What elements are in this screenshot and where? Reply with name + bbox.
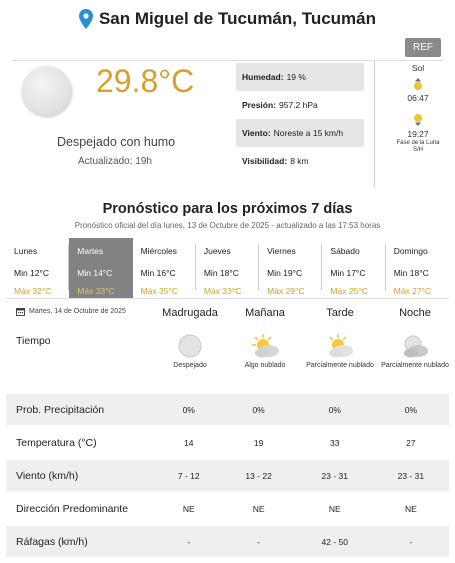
- ref-button[interactable]: REF: [405, 38, 441, 57]
- current-temperature: 29.8°C: [96, 63, 195, 99]
- row-label: Temperatura (°C): [6, 426, 157, 459]
- divider: [374, 61, 375, 187]
- partly-cloudy-sun-icon: [325, 333, 355, 359]
- sunrise-time: 06:47: [407, 93, 429, 103]
- calendar-icon: [16, 307, 25, 316]
- table-row: [6, 459, 449, 492]
- sunrise-icon: [410, 77, 426, 91]
- table-row: [6, 525, 449, 558]
- day-tab-lunes[interactable]: Lunes Min 12°C Máx 32°C: [6, 238, 69, 298]
- partly-cloudy-sun-icon: [250, 333, 280, 359]
- day-tabs: [6, 238, 449, 299]
- table-cell: 23 - 31: [373, 459, 449, 492]
- table-cell: 33: [297, 426, 373, 459]
- day-tab-domingo[interactable]: Domingo Min 18°C Máx 27°C: [393, 246, 432, 296]
- table-cell: 7 - 12: [157, 459, 221, 492]
- table-row: [6, 492, 449, 525]
- weather-madrugada: Despejado: [152, 333, 228, 370]
- table-cell: -: [373, 525, 449, 558]
- tiempo-label: Tiempo: [16, 335, 51, 347]
- current-condition: Despejado con humo: [57, 135, 176, 149]
- table-cell: 0%: [373, 394, 449, 426]
- period-header-noche: Noche: [399, 307, 431, 319]
- table-cell: 23 - 31: [297, 459, 373, 492]
- table-cell: NE: [221, 492, 297, 525]
- detail-date: Martes, 14 de Octubre de 2025: [16, 307, 126, 316]
- day-tab-viernes[interactable]: Viernes Min 19°C Máx 29°C: [259, 238, 322, 298]
- row-label: Viento (km/h): [6, 459, 157, 492]
- day-tab-martes[interactable]: Martes Min 14°C Máx 33°C: [69, 238, 132, 298]
- table-cell: NE: [373, 492, 449, 525]
- sunset-time: 19:27: [407, 129, 429, 139]
- sun-panel: [390, 61, 446, 153]
- table-cell: NE: [157, 492, 221, 525]
- stat-visibility: Visibilidad: 8 km: [242, 156, 309, 166]
- stat-pressure: Presión: 957.2 hPa: [242, 100, 318, 110]
- table-row: [6, 426, 449, 459]
- period-header-tarde: Tarde: [326, 307, 354, 319]
- row-label: Prob. Precipitación: [6, 394, 157, 426]
- location-pin-icon: [79, 9, 93, 29]
- partly-cloudy-night-icon: [400, 333, 430, 359]
- table-cell: 0%: [297, 394, 373, 426]
- location-title: San Miguel de Tucumán, Tucumán: [98, 9, 377, 28]
- weather-tarde: Parcialmente nublado: [302, 333, 378, 370]
- moon-phase-label: Fase de la Luna: [396, 140, 440, 146]
- day-tab-sabado[interactable]: Sábado Min 17°C Máx 25°C: [322, 238, 385, 298]
- sun-label: Sol: [411, 63, 425, 73]
- weather-manana: Algo nublado: [227, 333, 303, 370]
- clear-sky-icon: [22, 67, 72, 117]
- clear-night-icon: [177, 333, 203, 359]
- forecast-detail-table: [6, 394, 449, 559]
- table-cell: 27: [373, 426, 449, 459]
- table-row: [6, 394, 449, 426]
- table-cell: NE: [297, 492, 373, 525]
- day-tab-miercoles[interactable]: Miércoles Min 16°C Máx 35°C: [133, 238, 196, 298]
- updated-time: Actualizado: 19h: [78, 156, 152, 167]
- row-label: Ráfagas (km/h): [6, 525, 157, 558]
- weather-noche: Parcialmente nublado: [377, 333, 453, 370]
- table-cell: -: [221, 525, 297, 558]
- table-cell: 0%: [157, 394, 221, 426]
- location-header: [0, 0, 455, 38]
- table-cell: 19: [221, 426, 297, 459]
- table-cell: 0%: [221, 394, 297, 426]
- stat-humidity: Humedad: 19 %: [236, 63, 364, 91]
- stat-wind: Viento: Noreste a 15 km/h: [236, 119, 364, 147]
- forecast-subtitle: Pronóstico oficial del día lunes, 13 de Octubre de 2025 - actualizado a las 17:53 horas: [74, 221, 381, 230]
- row-label: Dirección Predominante: [6, 492, 157, 525]
- moon-phase-value: S/H: [412, 147, 423, 153]
- table-cell: 13 - 22: [221, 459, 297, 492]
- current-conditions: [12, 60, 443, 189]
- period-header-madrugada: Madrugada: [162, 307, 218, 319]
- table-cell: -: [157, 525, 221, 558]
- period-header-manana: Mañana: [245, 307, 285, 319]
- current-stats: [236, 63, 364, 175]
- table-cell: 14: [157, 426, 221, 459]
- table-cell: 42 - 50: [297, 525, 373, 558]
- day-tab-jueves[interactable]: Jueves Min 18°C Máx 33°C: [196, 238, 259, 298]
- forecast-title: Pronóstico para los próximos 7 días: [102, 201, 353, 217]
- sunset-icon: [410, 113, 426, 127]
